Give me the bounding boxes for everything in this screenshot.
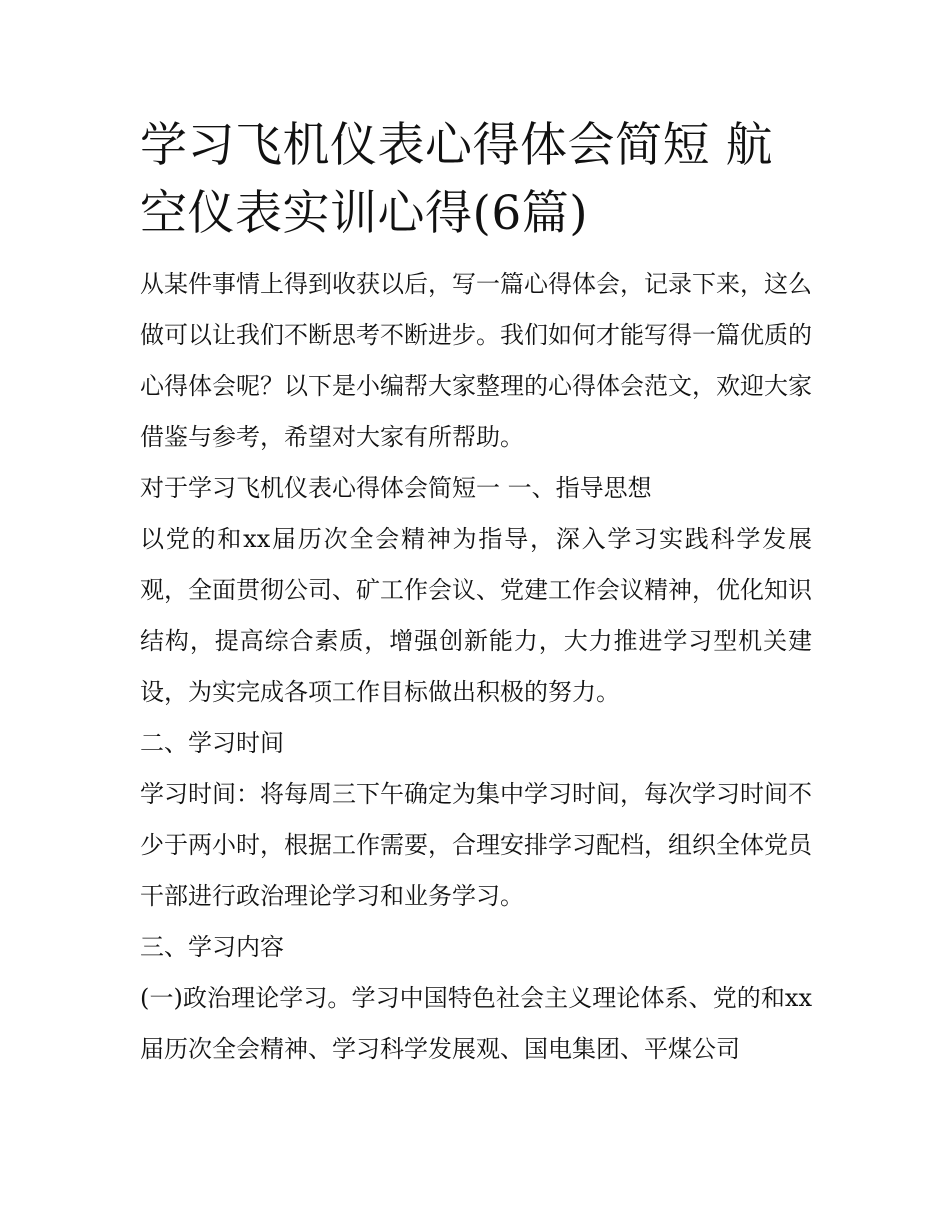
- intro-paragraph: 从某件事情上得到收获以后，写一篇心得体会，记录下来，这么做可以让我们不断思考不断进步。我们如何才能写得一篇优质的心得体会呢？以下是小编帮大家整理的心得体会范文，欢迎大家借鉴与参考，希望对大家有所帮助。: [140, 270, 812, 451]
- document-body: [140, 112, 812, 1075]
- section-heading-study-time: 二、学习时间: [140, 729, 284, 757]
- study-content-paragraph: (一)政治理论学习。学习中国特色社会主义理论体系、党的和xx届历次全会精神、学习科学发展观、国电集团、平煤公司: [140, 984, 812, 1063]
- study-time-paragraph: 学习时间：将每周三下午确定为集中学习时间，每次学习时间不少于两小时，根据工作需要，合理安排学习配档，组织全体党员干部进行政治理论学习和业务学习。: [140, 780, 812, 910]
- guiding-thought-paragraph: 以党的和xx届历次全会精神为指导，深入学习实践科学发展观，全面贯彻公司、矿工作会议、党建工作会议精神，优化知识结构，提高综合素质，增强创新能力，大力推进学习型机关建设，为实完成各项工作目标做出积极的努力。: [140, 525, 812, 706]
- document-title: 学习飞机仪表心得体会简短 航空仪表实训心得(6篇): [140, 118, 773, 241]
- section-heading-study-content: 三、学习内容: [140, 933, 284, 961]
- section-heading-guiding-thought: 对于学习飞机仪表心得体会简短一 一、指导思想: [140, 474, 652, 502]
